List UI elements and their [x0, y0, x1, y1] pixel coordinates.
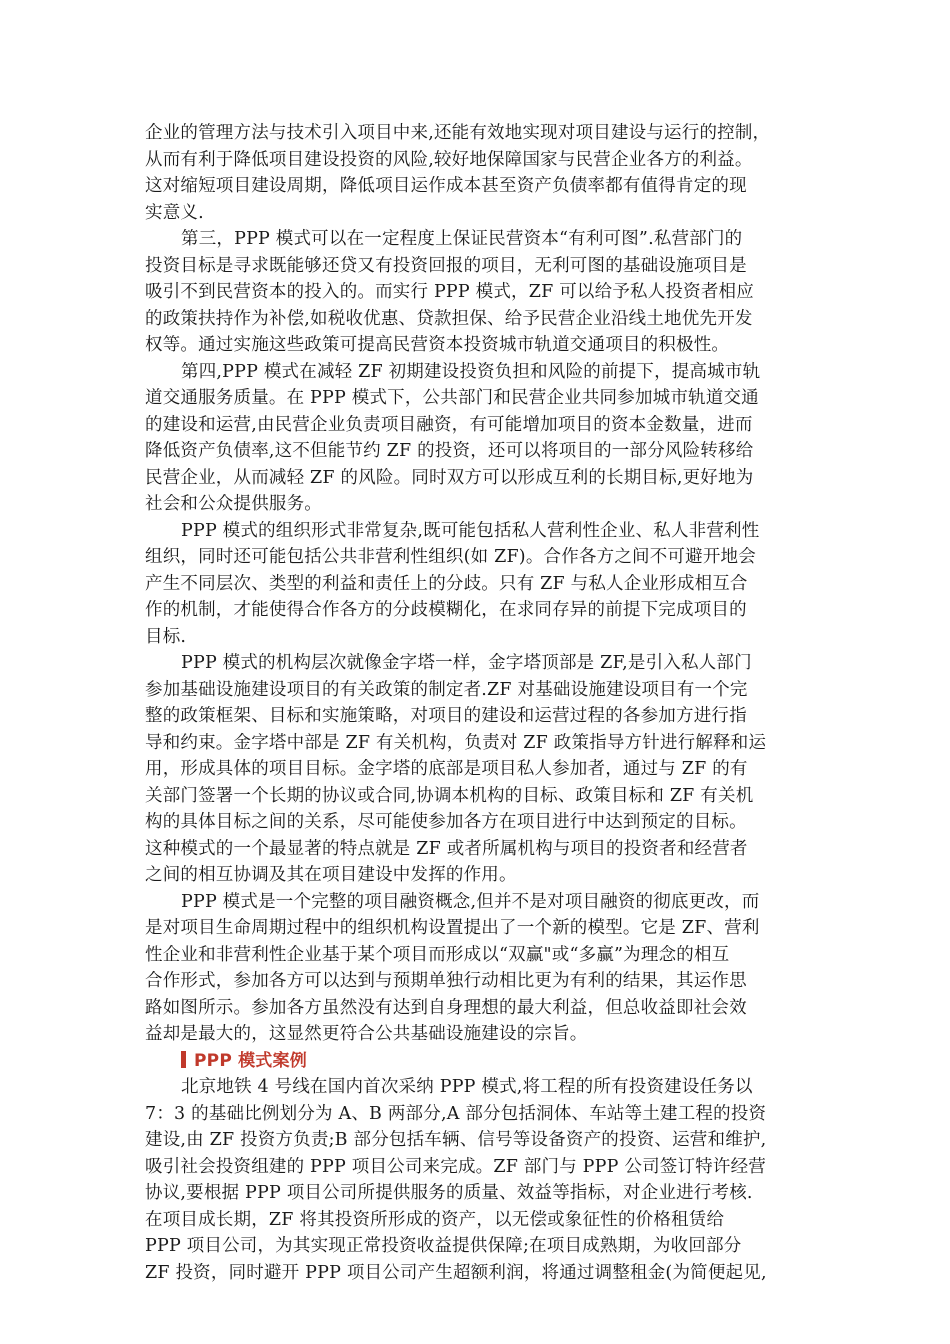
- text-line: PPP 项目公司，为其实现正常投资收益提供保障;在项目成熟期，为收回部分: [145, 1236, 742, 1256]
- text-line: PPP 模式的组织形式非常复杂,既可能包括私人营利性企业、私人非营利性: [181, 520, 760, 541]
- text-line: 目标.: [145, 626, 187, 647]
- paragraph-6: [145, 889, 810, 1048]
- text-line: 作的机制，才能使得合作各方的分歧模糊化，在求同存异的前提下完成项目的: [145, 600, 747, 620]
- text-line: 的建设和运营,由民营企业负责项目融资，有可能增加项目的资本金数量，进而: [145, 414, 753, 435]
- text-line: 的政策扶持作为补偿,如税收优惠、贷款担保、给予民营企业沿线土地优先开发: [145, 308, 753, 329]
- text-line: 导和约束。金字塔中部是 ZF 有关机构，负责对 ZF 政策指导方针进行解释和运: [145, 732, 767, 753]
- paragraph-case: [145, 1074, 810, 1286]
- text-line: 企业的管理方法与技术引入项目中来,还能有效地实现对项目建设与运行的控制，: [145, 123, 771, 143]
- text-line: 构的具体目标之间的关系，尽可能使参加各方在项目进行中达到预定的目标。: [145, 812, 747, 832]
- text-line: 权等。通过实施这些政策可提高民营资本投资城市轨道交通项目的积极性。: [145, 335, 730, 355]
- text-line: 之间的相互协调及其在项目建设中发挥的作用。: [145, 865, 517, 885]
- text-line: 7：3 的基础比例划分为 A、B 两部分,A 部分包括洞体、车站等土建工程的投资: [145, 1103, 767, 1124]
- text-line: 投资目标是寻求既能够还贷又有投资回报的项目，无利可图的基础设施项目是: [145, 255, 747, 276]
- document-body: [145, 120, 810, 1286]
- text-line: 用，形成具体的项目目标。金字塔的底部是项目私人参加者，通过与 ZF 的有: [145, 759, 748, 779]
- text-line: 北京地铁 4 号线在国内首次采纳 PPP 模式,将工程的所有投资建设任务以: [181, 1077, 753, 1097]
- text-line: 吸引不到民营资本的投入的。而实行 PPP 模式，ZF 可以给予私人投资者相应: [145, 282, 754, 302]
- text-line: 合作形式，参加各方可以达到与预期单独行动相比更为有利的结果，其运作思: [145, 971, 747, 991]
- text-line: PPP 模式是一个完整的项目融资概念,但并不是对项目融资的彻底更改，而: [181, 891, 760, 912]
- paragraph-4: [145, 518, 810, 651]
- section-heading: [145, 1048, 810, 1075]
- text-line: 益却是最大的，这显然更符合公共基础设施建设的宗旨。: [145, 1024, 588, 1044]
- text-line: 关部门签署一个长期的协议或合同,协调本机构的目标、政策目标和 ZF 有关机: [145, 785, 754, 806]
- text-line: 吸引社会投资组建的 PPP 项目公司来完成。ZF 部门与 PPP 公司签订特许经营: [145, 1156, 766, 1177]
- paragraph-5: [145, 650, 810, 889]
- text-line: 建设,由 ZF 投资方负责;B 部分包括车辆、信号等设备资产的投资、运营和维护,: [145, 1130, 767, 1150]
- text-line: 这种模式的一个最显著的特点就是 ZF 或者所属机构与项目的投资者和经营者: [145, 838, 748, 859]
- text-line: 降低资产负债率,这不但能节约 ZF 的投资，还可以将项目的一部分风险转移给: [145, 441, 754, 461]
- text-line: 组织，同时还可能包括公共非营利性组织(如 ZF)。合作各方之间不可避开地会: [145, 547, 756, 567]
- text-line: 整的政策框架、目标和实施策略，对项目的建设和运营过程的各参加方进行指: [145, 706, 747, 726]
- text-line: 实意义.: [145, 202, 204, 223]
- text-line: 产生不同层次、类型的利益和责任上的分歧。只有 ZF 与私人企业形成相互合: [145, 573, 748, 594]
- paragraph-2: [145, 226, 810, 359]
- text-line: 协议,要根据 PPP 项目公司所提供服务的质量、效益等指标，对企业进行考核.: [145, 1183, 753, 1203]
- paragraph-1: [145, 120, 810, 226]
- text-line: 第四,PPP 模式在减轻 ZF 初期建设投资负担和风险的前提下，提高城市轨: [181, 361, 761, 382]
- heading-bar-icon: [181, 1051, 186, 1068]
- section-heading-text: PPP 模式案例: [194, 1050, 307, 1071]
- text-line: 路如图所示。参加各方虽然没有达到自身理想的最大利益，但总收益即社会效: [145, 997, 747, 1018]
- text-line: 参加基础设施建设项目的有关政策的制定者.ZF 对基础设施建设项目有一个完: [145, 679, 748, 700]
- text-line: 这对缩短项目建设周期，降低项目运作成本甚至资产负债率都有值得肯定的现: [145, 176, 747, 196]
- paragraph-3: [145, 359, 810, 518]
- text-line: 在项目成长期，ZF 将其投资所形成的资产，以无偿或象征性的价格租赁给: [145, 1209, 725, 1230]
- text-line: 民营企业，从而减轻 ZF 的风险。同时双方可以形成互利的长期目标,更好地为: [145, 467, 754, 488]
- text-line: 社会和公众提供服务。: [145, 494, 322, 514]
- text-line: 性企业和非营利性企业基于某个项目而形成以“双赢"或“多赢”为理念的相互: [145, 944, 730, 965]
- text-line: 从而有利于降低项目建设投资的风险,较好地保障国家与民营企业各方的利益。: [145, 149, 753, 170]
- text-line: PPP 模式的机构层次就像金字塔一样，金字塔顶部是 ZF,是引入私人部门: [181, 653, 752, 673]
- text-line: 是对项目生命周期过程中的组织机构设置提出了一个新的模型。它是 ZF、营利: [145, 918, 760, 938]
- text-line: ZF 投资，同时避开 PPP 项目公司产生超额利润，将通过调整租金(为简便起见,: [145, 1262, 767, 1283]
- text-line: 第三，PPP 模式可以在一定程度上保证民营资本“有利可图”.私营部门的: [181, 229, 743, 249]
- text-line: 道交通服务质量。在 PPP 模式下，公共部门和民营企业共同参加城市轨道交通: [145, 388, 759, 408]
